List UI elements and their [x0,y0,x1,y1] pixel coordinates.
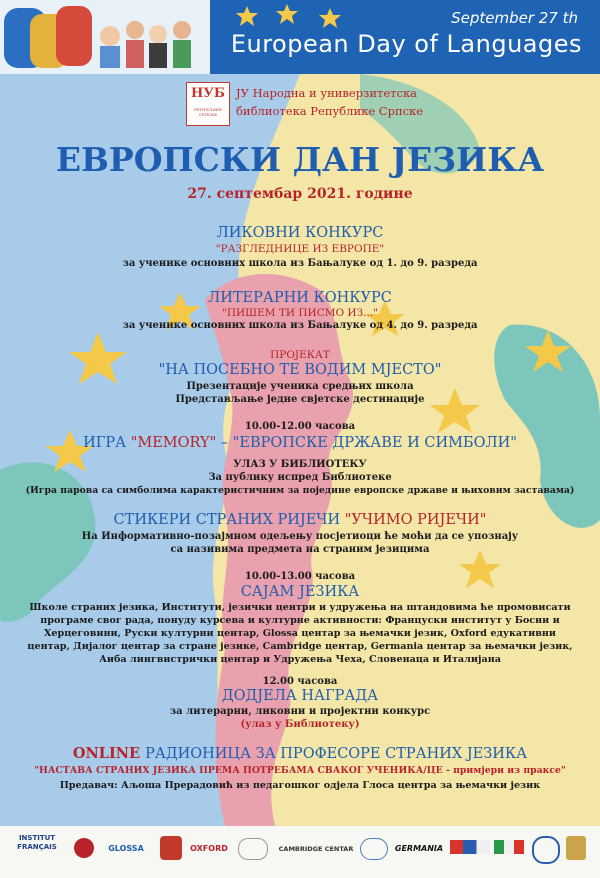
library-name-line2: библиотека Републике Српске [236,104,424,118]
dialog-logo-icon [238,838,268,860]
sponsor-logos [0,826,600,878]
art-contest-desc: за ученике основних школа из Бањалуке од 1. до 9. разреда [122,258,478,269]
fair-title: САЈАМ ЈЕЗИКА [240,584,360,600]
literary-contest-subtitle: "ПИШЕМ ТИ ПИСМО ИЗ..." [222,307,378,319]
emblem-icon [532,836,560,864]
library-name-line1: ЈУ Народна и универзитетска [236,86,418,100]
workshop-lecturer: Предавач: Аљоша Прерадовић из педагошког одјела Глоса центра за њемачки језик [59,780,541,791]
event-date: 27. септембар 2021. године [187,186,413,202]
flag-icon [494,840,524,854]
stickers-line1: На Информативно-позајмном одељењу посјетиоци ће моћи да се упознају [81,531,519,542]
stickers-line2: са називима предмета на страним језицима [170,544,430,555]
awards-line1: за литерарни, ликовни и пројектни конкурс [169,706,431,717]
flag-icon [450,840,490,854]
stickers-title: СТИКЕРИ СТРАНИХ РИЈЕЧИ "УЧИМО РИЈЕЧИ" [113,512,487,528]
memory-line1: УЛАЗ У БИБЛИОТЕКУ [233,459,367,470]
awards-line2: (улаз у Библиотеку) [240,719,360,730]
literary-contest-desc: за ученике основних школа из Бањалуке од 4. до 9. разреда [122,320,478,331]
coat-of-arms-icon [566,836,586,860]
header-banner [0,0,600,74]
project-line1: Презентације ученика средњих школа [186,381,414,392]
workshop-subtitle: "НАСТАВА СТРАНИХ ЈЕЗИКА ПРЕМА ПОТРЕБАМА СВАКОГ УЧЕНИКА/ЦЕ - примјери из праксе" [34,765,566,776]
children-faces-illustration [0,0,210,74]
page-title: ЕВРОПСКИ ДАН ЈЕЗИКА [55,140,545,179]
memory-time: 10.00-12.00 часова [244,421,356,432]
art-contest-title: ЛИКОВНИ КОНКУРС [216,225,384,241]
sponsor-logo: CAMBRIDGE CENTAR [278,845,354,853]
sponsor-logo: INSTITUT FRANÇAIS [17,834,57,851]
fair-line: Херцеговини, Руски културни центар, Glossa центар за њемачки језик, Oxford едукативни [43,628,557,639]
project-title: "НА ПОСЕБНО ТЕ ВОДИМ МЈЕСТО" [158,362,442,378]
art-contest-subtitle: "РАЗГЛЕДНИЦЕ ИЗ ЕВРОПЕ" [215,243,385,255]
sponsor-logo: OXFORD [190,844,228,853]
awards-title: ДОДЈЕЛА НАГРАДА [221,688,379,704]
memory-title: ИГРА "MEMORY" – "ЕВРОПСКЕ ДРЖАВЕ И СИМБОЛИ" [83,435,517,451]
library-logo: НУБ РЕПУБЛИКЕ СРПСКЕ [186,82,230,126]
sponsor-logo: GERMANIA [394,844,444,853]
project-label: ПРОЈЕКАТ [270,349,330,361]
literary-contest-title: ЛИТЕРАРНИ КОНКУРС [208,290,392,306]
memory-line3: (Игра парова са симболима карактеристичним за поједине европске државе и њиховим заставама) [25,485,575,496]
sponsor-logo: GLOSSA [108,844,144,853]
workshop-title: ONLINE РАДИОНИЦА ЗА ПРОФЕСОРЕ СТРАНИХ ЈЕЗИКА [72,745,528,762]
fair-line: центар, Дијалог центар за стране језике, Cambridge центар, Germania центар за њемачки језик, [27,641,573,652]
fair-line: Школе страних језика, Институти, језички центри и удружења на штандовима ће промовисати [29,602,571,613]
eu-stars-icon [225,2,355,30]
memory-line2: За публику испред Библиотеке [208,472,392,483]
aiba-logo-icon [360,838,388,860]
faces-icon [0,0,210,74]
crest-icon [160,836,182,860]
library-badge-icon [74,838,94,858]
fair-line: програме свог рада, понуду курсева и културне активности: Француски институт у Босни и [40,615,560,626]
library-header [186,82,456,126]
banner-title: European Day of Languages [230,30,582,58]
fair-time: 10.00-13.00 часова [244,571,356,582]
fair-line: Аиба лингвистрички центар и Удружења Чеха, Словенаца и Италијана [99,654,501,665]
awards-time: 12.00 часова [262,676,338,687]
project-line2: Представљање једне свјетске дестинације [175,394,425,405]
banner-date: September 27 th [451,9,578,27]
